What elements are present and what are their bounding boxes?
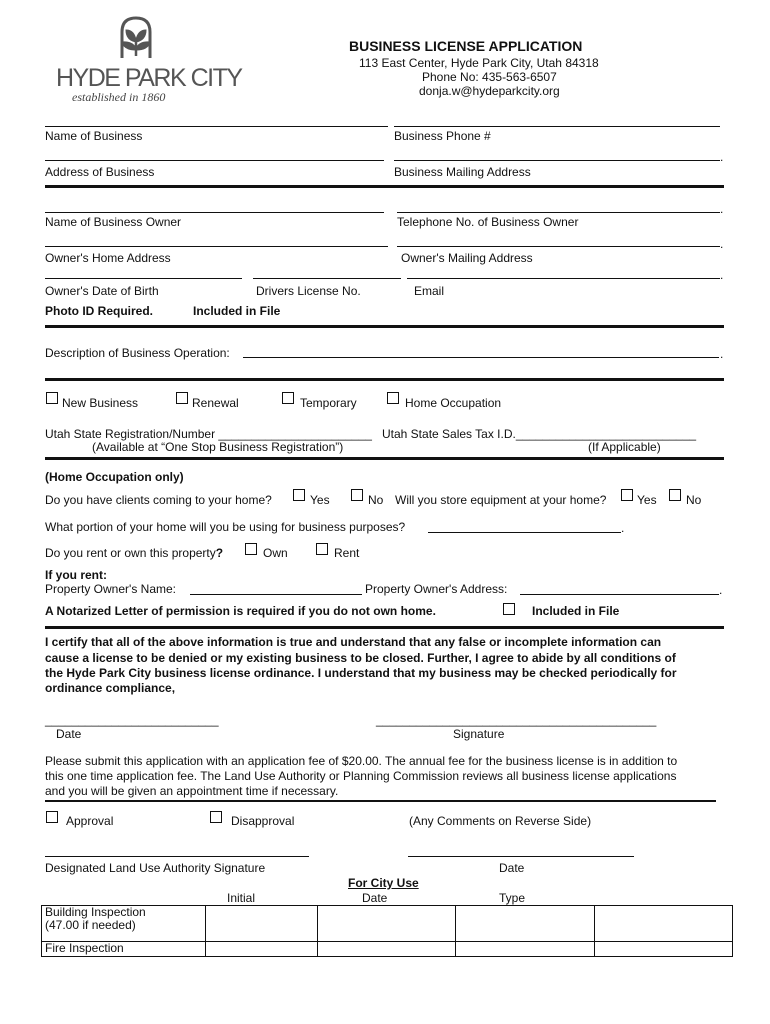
owner-dl-label: Drivers License No.	[256, 284, 361, 298]
col-date-header: Date	[362, 891, 388, 905]
section-divider	[45, 457, 724, 460]
section-divider	[45, 800, 716, 802]
state-registration-label[interactable]: Utah State Registration/Number _______________________	[45, 427, 372, 441]
photo-id-label: Photo ID Required.	[45, 304, 153, 318]
business-phone-label: Business Phone #	[394, 129, 491, 143]
property-owner-name-label: Property Owner's Name:	[45, 582, 176, 596]
business-address-label: Address of Business	[45, 165, 155, 179]
equipment-yes-checkbox[interactable]	[621, 489, 633, 501]
certify-line-2: cause a license to be denied or my existing business to be closed. Further, I agree to abide by all conditions of	[45, 651, 676, 665]
business-mailing-label: Business Mailing Address	[394, 165, 531, 179]
new-business-label: New Business	[62, 396, 139, 410]
owner-name-label: Name of Business Owner	[45, 215, 182, 229]
logo-tagline: established in 1860	[72, 90, 166, 104]
clients-yes-checkbox[interactable]	[293, 489, 305, 501]
row-fire-inspection: Fire Inspection	[45, 941, 124, 955]
owner-name-field[interactable]	[45, 212, 384, 213]
logo-name: HYDE PARK CITY	[56, 64, 242, 92]
property-owner-address-label: Property Owner's Address:	[365, 582, 508, 596]
own-label: Own	[263, 546, 288, 560]
sales-tax-label[interactable]: Utah State Sales Tax I.D.___________________________	[382, 427, 697, 441]
description-label: Description of Business Operation:	[45, 346, 230, 360]
business-phone-field[interactable]	[394, 126, 720, 127]
section-divider	[45, 378, 724, 381]
if-applicable-note: (If Applicable)	[588, 440, 661, 454]
if-rent-label: If you rent:	[45, 568, 107, 582]
date-field[interactable]: __________________________	[45, 713, 219, 727]
rent-label: Rent	[334, 546, 360, 560]
own-checkbox[interactable]	[245, 543, 257, 555]
owner-dl-field[interactable]	[253, 278, 401, 279]
equipment-question: Will you store equipment at your home?	[395, 493, 607, 507]
property-owner-name-field[interactable]	[190, 594, 362, 595]
home-occupation-checkbox[interactable]	[387, 392, 399, 404]
portion-question: What portion of your home will you be using for business purposes?	[45, 520, 406, 534]
renewal-checkbox[interactable]	[176, 392, 188, 404]
business-name-field[interactable]	[45, 126, 388, 127]
owner-home-label: Owner's Home Address	[45, 251, 171, 265]
authority-signature-label: Designated Land Use Authority Signature	[45, 861, 266, 875]
submit-line-3: and you will be given an appointment time if necessary.	[45, 784, 339, 798]
period-mark: .	[720, 202, 724, 216]
period-mark: .	[719, 583, 723, 597]
owner-email-field[interactable]	[407, 278, 720, 279]
business-mailing-field[interactable]	[394, 160, 720, 161]
table-cell-label	[42, 906, 206, 942]
table-cell[interactable]	[594, 942, 732, 957]
business-name-label: Name of Business	[45, 129, 143, 143]
equipment-no-checkbox[interactable]	[669, 489, 681, 501]
owner-phone-label: Telephone No. of Business Owner	[397, 215, 579, 229]
equipment-yes-label: Yes	[637, 493, 657, 507]
equipment-no-label: No	[686, 493, 702, 507]
city-address: 113 East Center, Hyde Park City, Utah 84318	[359, 56, 599, 70]
table-cell[interactable]	[456, 942, 594, 957]
rent-own-text: Do you rent or own this property	[45, 546, 216, 560]
notarized-included-checkbox[interactable]	[503, 603, 515, 615]
rent-own-qmark: ?	[215, 546, 224, 560]
row-building-fee: (47.00 if needed)	[45, 918, 136, 932]
disapproval-label: Disapproval	[231, 814, 295, 828]
owner-mailing-field[interactable]	[397, 246, 720, 247]
col-type-header: Type	[499, 891, 526, 905]
temporary-checkbox[interactable]	[282, 392, 294, 404]
notarized-included-label: Included in File	[532, 604, 620, 618]
authority-date-label: Date	[499, 861, 525, 875]
disapproval-checkbox[interactable]	[210, 811, 222, 823]
certify-line-1: I certify that all of the above information is true and understand that any false or incomplete information can	[45, 635, 662, 649]
table-cell[interactable]	[317, 942, 455, 957]
section-divider	[45, 185, 724, 188]
authority-signature-field[interactable]	[45, 856, 309, 857]
date-label: Date	[56, 727, 82, 741]
section-divider	[45, 325, 724, 328]
owner-mailing-label: Owner's Mailing Address	[401, 251, 533, 265]
home-occupation-label: Home Occupation	[405, 396, 502, 410]
period-mark: .	[720, 347, 724, 361]
table-cell[interactable]	[317, 906, 455, 942]
period-mark: .	[720, 150, 724, 164]
owner-email-label: Email	[414, 284, 445, 298]
city-use-heading: For City Use	[348, 876, 419, 890]
approval-checkbox[interactable]	[46, 811, 58, 823]
table-row	[42, 906, 733, 942]
signature-field[interactable]: __________________________________________	[376, 713, 657, 727]
owner-phone-field[interactable]	[397, 212, 720, 213]
form-title: BUSINESS LICENSE APPLICATION	[349, 38, 583, 54]
description-field[interactable]	[243, 357, 719, 358]
clients-question: Do you have clients coming to your home?	[45, 493, 272, 507]
new-business-checkbox[interactable]	[46, 392, 58, 404]
signature-label: Signature	[453, 727, 505, 741]
authority-date-field[interactable]	[408, 856, 634, 857]
photo-id-included-label: Included in File	[193, 304, 281, 318]
section-divider	[45, 626, 724, 629]
table-cell[interactable]	[456, 906, 594, 942]
row-building-inspection: Building Inspection	[45, 905, 146, 919]
certify-line-4: ordinance compliance,	[45, 681, 176, 695]
period-mark: .	[720, 237, 724, 251]
tree-emblem-icon	[122, 18, 150, 58]
temporary-label: Temporary	[300, 396, 357, 410]
comments-note: (Any Comments on Reverse Side)	[409, 814, 592, 828]
city-email: donja.w@hydeparkcity.org	[419, 84, 560, 98]
clients-no-checkbox[interactable]	[351, 489, 363, 501]
city-phone: Phone No: 435-563-6507	[422, 70, 557, 84]
business-address-field[interactable]	[45, 160, 384, 161]
table-cell[interactable]	[594, 906, 732, 942]
notarized-note: A Notarized Letter of permission is required if you do not own home.	[45, 604, 436, 618]
owner-home-field[interactable]	[45, 246, 388, 247]
renewal-label: Renewal	[192, 396, 239, 410]
rent-own-question	[45, 546, 223, 560]
clients-yes-label: Yes	[310, 493, 330, 507]
portion-field[interactable]	[428, 532, 621, 533]
owner-dob-field[interactable]	[45, 278, 242, 279]
certify-line-3: the Hyde Park City business license ordinance. I understand that my business may be checked periodically for	[45, 666, 677, 680]
period-mark: .	[621, 521, 625, 535]
period-mark: .	[720, 268, 724, 282]
property-owner-address-field[interactable]	[520, 594, 719, 595]
owner-dob-label: Owner's Date of Birth	[45, 284, 159, 298]
table-cell-label	[42, 942, 206, 957]
rent-checkbox[interactable]	[316, 543, 328, 555]
submit-line-2: this one time application fee. The Land Use Authority or Planning Commission reviews all business license applications	[45, 769, 677, 783]
table-cell[interactable]	[206, 906, 317, 942]
clients-no-label: No	[368, 493, 384, 507]
approval-label: Approval	[66, 814, 114, 828]
available-note: (Available at “One Stop Business Registration”)	[92, 440, 344, 454]
home-occupation-heading: (Home Occupation only)	[45, 470, 184, 484]
submit-line-1: Please submit this application with an application fee of $20.00. The annual fee for the business license is in addition to	[45, 754, 678, 768]
col-initial-header: Initial	[227, 891, 256, 905]
table-cell[interactable]	[206, 942, 317, 957]
table-row	[42, 942, 733, 957]
city-use-table	[41, 905, 733, 957]
